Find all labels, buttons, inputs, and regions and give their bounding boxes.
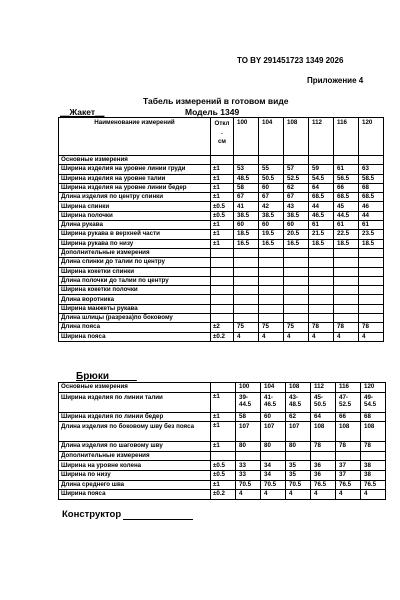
value-cell: 46	[359, 202, 384, 211]
value-cell	[284, 267, 309, 276]
value-cell: 80	[261, 442, 286, 452]
value-cell: 64	[311, 412, 336, 422]
value-cell: 46.5	[309, 211, 334, 220]
value-cell: 52.5	[284, 174, 309, 183]
table-row	[59, 442, 386, 452]
value-cell	[284, 286, 309, 295]
value-cell: 18.5	[334, 239, 359, 248]
size-header: 100	[234, 118, 259, 156]
value-cell	[234, 295, 259, 304]
table-row	[59, 230, 384, 239]
table-row	[59, 422, 386, 442]
value-cell: 33	[236, 470, 261, 480]
measurement-name: Ширина манжеты рукава	[59, 304, 211, 313]
value-cell: 75	[259, 323, 284, 332]
value-cell: 58	[236, 412, 261, 422]
value-cell: 19.5	[259, 230, 284, 239]
value-cell: 60	[259, 221, 284, 230]
measurement-name: Ширина рукава в верхней части	[59, 230, 211, 239]
value-cell: 61	[309, 221, 334, 230]
value-cell: 78	[311, 442, 336, 452]
value-cell	[284, 276, 309, 285]
value-cell: 76.5	[361, 480, 386, 490]
value-cell: 68.5	[309, 193, 334, 202]
value-cell: 57	[284, 165, 309, 174]
value-cell: 64	[309, 183, 334, 192]
value-cell: 78	[336, 442, 361, 452]
value-cell	[309, 267, 334, 276]
document-title: Табель измерений в готовом виде	[143, 96, 289, 106]
table-row	[59, 183, 384, 192]
measurement-name: Основные измерения	[59, 156, 211, 165]
table-row	[59, 392, 386, 412]
measurement-name: Ширина изделия на уровне талии	[59, 174, 211, 183]
measurement-name: Длина среднего шва	[59, 480, 211, 490]
tolerance-cell	[211, 248, 234, 257]
measurement-name: Длина изделия по шаговому шву	[59, 442, 211, 452]
appendix-label: Приложение 4	[307, 76, 364, 85]
size-header: 108	[284, 118, 309, 156]
measurement-name: Дополнительные измерения	[59, 248, 211, 257]
value-cell: 75	[284, 323, 309, 332]
table-row	[59, 461, 386, 471]
value-cell: 38.5	[284, 211, 309, 220]
value-cell	[284, 304, 309, 313]
value-cell	[309, 286, 334, 295]
value-cell	[284, 295, 309, 304]
value-cell: 108	[311, 422, 336, 442]
value-cell: 78	[361, 442, 386, 452]
value-cell: 34	[261, 470, 286, 480]
table-row	[59, 267, 384, 276]
value-cell	[359, 267, 384, 276]
measurement-name: Ширина полочки	[59, 211, 211, 220]
value-cell: 38	[361, 470, 386, 480]
value-cell: 4	[361, 490, 386, 500]
value-cell: 4	[259, 332, 284, 341]
value-cell: 39-44.5	[236, 392, 261, 412]
value-cell: 43	[284, 202, 309, 211]
value-cell: 50.5	[259, 174, 284, 183]
value-cell: 4	[236, 490, 261, 500]
measurement-name: Длина изделия по центру спинки	[59, 193, 211, 202]
value-cell	[359, 286, 384, 295]
value-cell: 78	[309, 323, 334, 332]
value-cell: 16.5	[259, 239, 284, 248]
value-cell: 107	[286, 422, 311, 442]
signature-line	[123, 510, 193, 520]
value-cell: 61	[359, 221, 384, 230]
table-row	[59, 165, 384, 174]
value-cell	[234, 276, 259, 285]
value-cell: 66	[334, 183, 359, 192]
tolerance-header-text: Откл	[214, 120, 230, 127]
value-cell	[234, 258, 259, 267]
value-cell: 76.5	[311, 480, 336, 490]
value-cell: 37	[336, 470, 361, 480]
jacket-label: __Жакет__	[60, 107, 105, 117]
value-cell: 67	[284, 193, 309, 202]
value-cell	[309, 156, 334, 165]
value-cell	[309, 258, 334, 267]
tolerance-cell: ±0.5	[211, 461, 236, 471]
value-cell	[259, 156, 284, 165]
value-cell	[309, 248, 334, 257]
value-cell: 47-52.5	[336, 392, 361, 412]
value-cell: 60	[261, 412, 286, 422]
measurement-name: Длина воротника	[59, 295, 211, 304]
value-cell	[334, 286, 359, 295]
value-cell: 38.5	[259, 211, 284, 220]
column-header-tolerance	[211, 383, 236, 393]
value-cell: 42	[259, 202, 284, 211]
column-header-name: Наименование измерений	[59, 118, 211, 156]
measurement-name: Ширина пояса	[59, 490, 211, 500]
constructor-signature	[62, 509, 193, 520]
value-cell	[334, 258, 359, 267]
table-row	[59, 156, 384, 165]
value-cell	[284, 258, 309, 267]
value-cell	[284, 156, 309, 165]
value-cell: 53	[234, 165, 259, 174]
value-cell: 36	[311, 470, 336, 480]
value-cell	[359, 314, 384, 323]
value-cell	[234, 286, 259, 295]
size-header: 104	[261, 383, 286, 393]
value-cell	[234, 248, 259, 257]
table-row	[59, 193, 384, 202]
value-cell	[309, 276, 334, 285]
value-cell: 70.5	[236, 480, 261, 490]
value-cell	[284, 248, 309, 257]
value-cell: 78	[359, 323, 384, 332]
value-cell: 49-54.5	[361, 392, 386, 412]
value-cell: 80	[286, 442, 311, 452]
trousers-measurements-table	[58, 382, 386, 500]
value-cell	[334, 248, 359, 257]
value-cell	[359, 304, 384, 313]
tolerance-header-text: см	[217, 137, 227, 145]
measurement-name: Ширина по низу	[59, 470, 211, 480]
value-cell	[359, 295, 384, 304]
size-header: 108	[286, 383, 311, 393]
tolerance-cell	[211, 258, 234, 267]
value-cell: 33	[236, 461, 261, 471]
measurement-name: Ширина пояса	[59, 332, 211, 341]
value-cell	[334, 276, 359, 285]
tolerance-cell: ±1	[211, 174, 234, 183]
value-cell: 38	[361, 461, 386, 471]
value-cell: 4	[359, 332, 384, 341]
value-cell	[359, 258, 384, 267]
value-cell	[259, 304, 284, 313]
value-cell: 107	[236, 422, 261, 442]
value-cell: 4	[311, 490, 336, 500]
tolerance-cell	[211, 156, 234, 165]
tolerance-cell: ±1	[211, 193, 234, 202]
tu-number: ТО BY 291451723 1349 2026	[237, 56, 344, 65]
size-header: 112	[309, 118, 334, 156]
table-row	[59, 451, 386, 461]
value-cell: 58	[234, 183, 259, 192]
tolerance-cell: ±1	[211, 183, 234, 192]
value-cell: 41	[234, 202, 259, 211]
value-cell	[259, 286, 284, 295]
value-cell: 18.5	[234, 230, 259, 239]
value-cell: 35	[286, 461, 311, 471]
size-header: 120	[359, 118, 384, 156]
value-cell: 63	[359, 165, 384, 174]
tolerance-cell: ±1	[211, 480, 236, 490]
value-cell: 4	[234, 332, 259, 341]
value-cell: 38.5	[234, 211, 259, 220]
value-cell: 70.5	[261, 480, 286, 490]
value-cell: 23.5	[359, 230, 384, 239]
value-cell	[261, 451, 286, 461]
table-row	[59, 490, 386, 500]
table-header-row	[59, 383, 386, 393]
value-cell: 36	[311, 461, 336, 471]
column-header-tolerance	[211, 118, 234, 156]
table-row	[59, 470, 386, 480]
value-cell: 4	[334, 332, 359, 341]
table-row	[59, 295, 384, 304]
tolerance-header-text: .	[221, 128, 223, 136]
value-cell: 62	[286, 412, 311, 422]
measurement-name: Ширина изделия на уровне линии груди	[59, 165, 211, 174]
measurement-name: Ширина кокетки полочки	[59, 286, 211, 295]
value-cell: 41-46.5	[261, 392, 286, 412]
table-row	[59, 202, 384, 211]
value-cell: 107	[261, 422, 286, 442]
measurement-name: Длина рукава	[59, 221, 211, 230]
value-cell	[259, 248, 284, 257]
column-header-name: Основные измерения	[59, 383, 211, 393]
value-cell: 68	[359, 183, 384, 192]
value-cell: 68	[361, 412, 386, 422]
value-cell: 16.5	[284, 239, 309, 248]
measurement-name: Ширина кокетки спинки	[59, 267, 211, 276]
value-cell	[309, 304, 334, 313]
table-row	[59, 412, 386, 422]
measurement-name: Длина изделия по боковому шву без пояса	[59, 422, 211, 442]
tolerance-cell	[211, 295, 234, 304]
value-cell	[334, 304, 359, 313]
value-cell	[234, 314, 259, 323]
value-cell: 45	[334, 202, 359, 211]
value-cell: 37	[336, 461, 361, 471]
value-cell: 43-48.5	[286, 392, 311, 412]
value-cell	[359, 276, 384, 285]
measurement-name: Ширина изделия по линии бедер	[59, 412, 211, 422]
value-cell: 56.5	[334, 174, 359, 183]
value-cell	[334, 267, 359, 276]
value-cell: 55	[259, 165, 284, 174]
tolerance-cell	[211, 451, 236, 461]
measurement-name: Длина спинки до талии по центру	[59, 258, 211, 267]
value-cell: 66	[336, 412, 361, 422]
measurement-name: Длина шлицы (разреза)по боковому	[59, 314, 211, 323]
measurement-name: Ширина изделия по линии талии	[59, 392, 211, 412]
value-cell: 59	[309, 165, 334, 174]
value-cell	[334, 314, 359, 323]
tolerance-cell: ±0.2	[211, 490, 236, 500]
table-row	[59, 323, 384, 332]
jacket-measurements-table	[58, 117, 384, 342]
value-cell: 78	[334, 323, 359, 332]
tolerance-cell: ±1	[211, 442, 236, 452]
table-row	[59, 304, 384, 313]
value-cell	[259, 258, 284, 267]
value-cell: 67	[234, 193, 259, 202]
table-row	[59, 332, 384, 341]
measurement-name: Длина пояса	[59, 323, 211, 332]
value-cell: 68.5	[359, 193, 384, 202]
value-cell	[259, 267, 284, 276]
value-cell	[334, 295, 359, 304]
table-row	[59, 314, 384, 323]
value-cell	[259, 314, 284, 323]
value-cell	[286, 451, 311, 461]
value-cell: 61	[334, 165, 359, 174]
value-cell: 44	[359, 211, 384, 220]
measurement-name: Дополнительные измерения	[59, 451, 211, 461]
constructor-label: Конструктор	[62, 509, 122, 520]
value-cell: 44	[309, 202, 334, 211]
value-cell	[359, 156, 384, 165]
measurement-name: Ширина на уровне колена	[59, 461, 211, 471]
value-cell: 4	[336, 490, 361, 500]
value-cell: 60	[259, 183, 284, 192]
value-cell: 4	[286, 490, 311, 500]
value-cell: 21.5	[309, 230, 334, 239]
tolerance-cell	[211, 314, 234, 323]
value-cell: 45-50.5	[311, 392, 336, 412]
value-cell	[309, 295, 334, 304]
value-cell: 4	[309, 332, 334, 341]
table-row	[59, 211, 384, 220]
tolerance-cell: ±1	[211, 239, 234, 248]
value-cell: 44.5	[334, 211, 359, 220]
value-cell: 54.5	[309, 174, 334, 183]
tolerance-cell	[211, 286, 234, 295]
model-label: Модель 1349	[185, 107, 240, 117]
measurement-name: Длина полочки до талии по центру	[59, 276, 211, 285]
value-cell: 60	[284, 221, 309, 230]
value-cell: 34	[261, 461, 286, 471]
value-cell: 108	[336, 422, 361, 442]
value-cell: 20.5	[284, 230, 309, 239]
size-header: 116	[334, 118, 359, 156]
value-cell	[334, 156, 359, 165]
value-cell	[234, 304, 259, 313]
size-header: 112	[311, 383, 336, 393]
size-header: 120	[361, 383, 386, 393]
tolerance-cell	[211, 276, 234, 285]
tolerance-cell: ±1	[211, 230, 234, 239]
value-cell: 70.5	[286, 480, 311, 490]
value-cell: 75	[234, 323, 259, 332]
tolerance-cell: ±0.5	[211, 470, 236, 480]
size-header: 100	[236, 383, 261, 393]
tolerance-cell	[211, 267, 234, 276]
value-cell	[259, 295, 284, 304]
value-cell	[336, 451, 361, 461]
value-cell: 58.5	[359, 174, 384, 183]
value-cell: 18.5	[309, 239, 334, 248]
value-cell	[359, 248, 384, 257]
table-row	[59, 258, 384, 267]
table-row	[59, 276, 384, 285]
tolerance-cell: ±1	[211, 412, 236, 422]
value-cell: 18.5	[359, 239, 384, 248]
value-cell: 67	[259, 193, 284, 202]
value-cell: 4	[284, 332, 309, 341]
tolerance-cell	[211, 304, 234, 313]
value-cell	[234, 156, 259, 165]
value-cell: 108	[361, 422, 386, 442]
table-row	[59, 480, 386, 490]
tolerance-cell: ±1	[211, 422, 236, 442]
tolerance-cell: ±0.5	[211, 211, 234, 220]
trousers-label: Брюки_____	[76, 371, 137, 382]
table-row	[59, 286, 384, 295]
table-row	[59, 221, 384, 230]
measurement-name: Ширина рукава по низу	[59, 239, 211, 248]
value-cell: 60	[234, 221, 259, 230]
value-cell	[311, 451, 336, 461]
value-cell: 61	[334, 221, 359, 230]
value-cell	[361, 451, 386, 461]
value-cell: 68.5	[334, 193, 359, 202]
value-cell: 35	[286, 470, 311, 480]
value-cell	[309, 314, 334, 323]
tolerance-cell: ±2	[211, 323, 234, 332]
tolerance-cell: ±1	[211, 392, 236, 412]
table-row	[59, 174, 384, 183]
value-cell	[284, 314, 309, 323]
table-row	[59, 248, 384, 257]
measurement-name: Ширина спинки	[59, 202, 211, 211]
value-cell	[234, 267, 259, 276]
tolerance-cell: ±1	[211, 165, 234, 174]
value-cell: 76.5	[336, 480, 361, 490]
table-row	[59, 239, 384, 248]
value-cell	[236, 451, 261, 461]
value-cell: 22.5	[334, 230, 359, 239]
tolerance-cell: ±1	[211, 221, 234, 230]
value-cell: 4	[261, 490, 286, 500]
value-cell: 62	[284, 183, 309, 192]
value-cell	[259, 276, 284, 285]
measurement-name: Ширина изделия на уровне линии бедер	[59, 183, 211, 192]
value-cell: 16.5	[234, 239, 259, 248]
table-header-row	[59, 118, 384, 156]
tolerance-cell: ±0.5	[211, 202, 234, 211]
size-header: 116	[336, 383, 361, 393]
size-header: 104	[259, 118, 284, 156]
value-cell: 48.5	[234, 174, 259, 183]
value-cell: 80	[236, 442, 261, 452]
tolerance-cell: ±0.2	[211, 332, 234, 341]
